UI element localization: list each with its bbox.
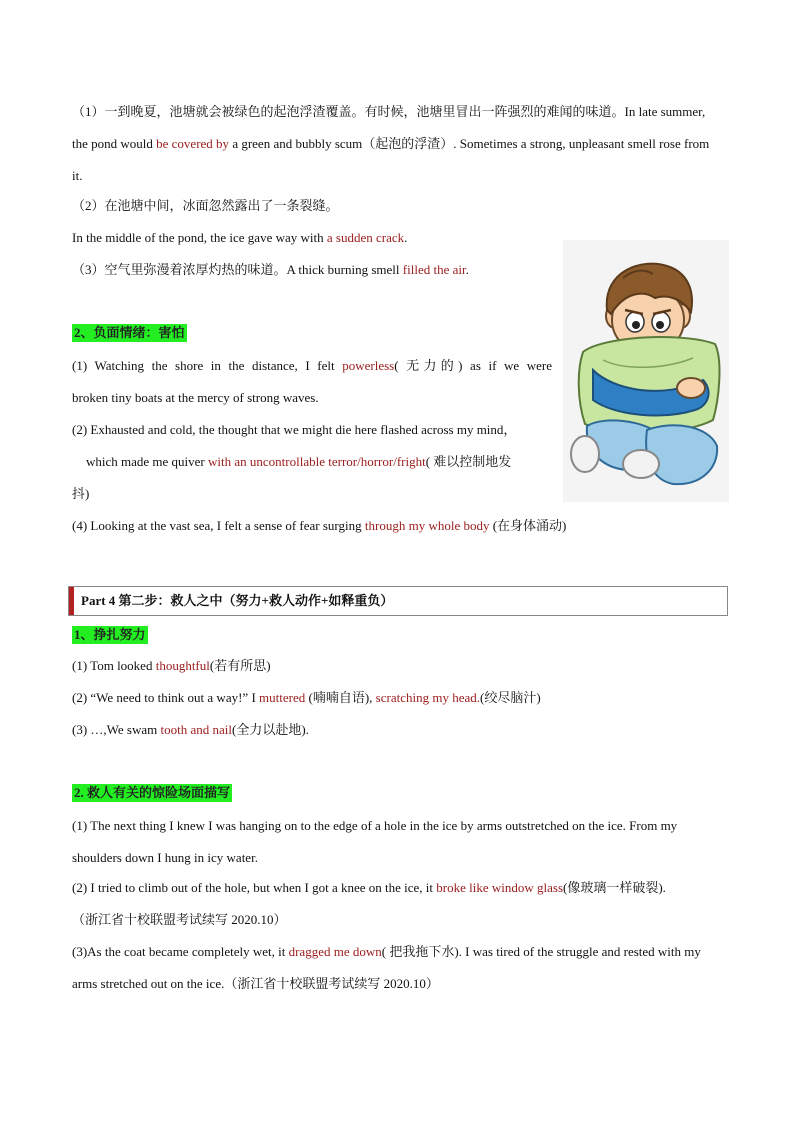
sentence-2-1 — [72, 350, 552, 382]
highlight-phrase: scratching my head. — [375, 690, 480, 705]
text: ( 难以控制地发 — [425, 454, 512, 469]
highlight-phrase: dragged me down — [288, 944, 382, 959]
text: which made me quiver — [86, 454, 209, 469]
part-4-banner — [68, 586, 728, 616]
sentence-3-3 — [72, 714, 722, 746]
section-heading-struggle: 1、挣扎努力 — [74, 627, 146, 642]
highlight-phrase: filled the air — [402, 262, 466, 277]
scared-boy-icon — [563, 240, 729, 502]
text: (全力以赴地). — [232, 722, 309, 737]
text: (喃喃自语), — [305, 690, 376, 705]
sentence-4-3 — [72, 936, 722, 1000]
text: ( 无力的) as if we were — [394, 358, 552, 373]
text: . — [404, 230, 408, 245]
text: (2) “We need to think out a way!” I — [72, 690, 260, 705]
scared-boy-illustration — [563, 240, 729, 502]
sentence-4-2-source: （浙江省十校联盟考试续写 2020.10） — [72, 912, 287, 927]
sentence-2-2-cont — [86, 446, 552, 478]
highlight-phrase: a sudden crack — [326, 230, 405, 245]
text: （1）一到晚夏，池塘就会被绿色的起泡浮渣覆盖。有时候，池塘里冒出一阵强烈的难闻的味道。In late summer, the pond would — [72, 104, 706, 151]
text: （3）空气里弥漫着浓厚灼热的味道。A thick burning smell — [72, 262, 403, 277]
text: (3)As the coat became completely wet, it — [72, 944, 289, 959]
sentence-2-2-end: 抖) — [72, 486, 90, 501]
sentence-4-1: (1) The next thing I knew I was hanging on to the edge of a hole in the ice by arms outstretched on the ice. From my shoulders down I hung in icy water. — [72, 818, 678, 865]
highlight-phrase: through my whole body — [364, 518, 490, 533]
text: (2) I tried to climb out of the hole, but when I got a knee on the ice, it — [72, 880, 437, 895]
sentence-2-4 — [72, 510, 722, 542]
text: (4) Looking at the vast sea, I felt a sense of fear surging — [72, 518, 365, 533]
highlight-phrase: thoughtful — [155, 658, 210, 673]
section-heading-rescue-scene: 2. 救人有关的惊险场面描写 — [74, 785, 231, 800]
sentence-3-2 — [72, 682, 722, 714]
text: a green and bubbly scum（起泡的浮渣）. Sometimes a strong, unpleasant smell rose from it. — [72, 136, 710, 183]
highlight-phrase: muttered — [259, 690, 306, 705]
text: (像玻璃一样破裂). — [563, 880, 666, 895]
part-banner-accent-bar — [69, 587, 74, 615]
text: . — [465, 262, 469, 277]
highlight-phrase: be covered by — [156, 136, 230, 151]
highlight-phrase: tooth and nail — [160, 722, 232, 737]
sentence-2-2: (2) Exhausted and cold, the thought that we might die here flashed across my mind， — [72, 422, 517, 437]
sentence-1-1 — [72, 96, 722, 192]
sentence-2-1-cont: broken tiny boats at the mercy of strong waves. — [72, 390, 319, 405]
sentence-4-2 — [72, 872, 722, 904]
text: (3) …,We swam — [72, 722, 161, 737]
text: (1) Tom looked — [72, 658, 156, 673]
highlight-phrase: powerless — [342, 358, 395, 373]
sentence-1-2-chinese: （2）在池塘中间，冰面忽然露出了一条裂缝。 — [72, 198, 339, 213]
highlight-phrase: with an uncontrollable terror/horror/fright — [208, 454, 426, 469]
text: (1) Watching the shore in the distance, I felt — [72, 358, 343, 373]
text: (在身体涌动) — [489, 518, 567, 533]
text: ( 把我拖下水). I was tired of the struggle and rested with my arms stretched out on the ice.（浙江省十校联盟考试续写 2020.10） — [72, 944, 701, 991]
text: In the middle of the pond, the ice gave way with — [72, 230, 327, 245]
highlight-phrase: broke like window glass — [436, 880, 563, 895]
part-4-title: Part 4 第二步：救人之中（努力+救人动作+如释重负） — [81, 593, 394, 608]
text: (绞尽脑汁) — [480, 690, 541, 705]
sentence-3-1 — [72, 650, 722, 682]
section-heading-negative-emotion: 2、负面情绪：害怕 — [74, 325, 185, 340]
text: (若有所思) — [209, 658, 271, 673]
